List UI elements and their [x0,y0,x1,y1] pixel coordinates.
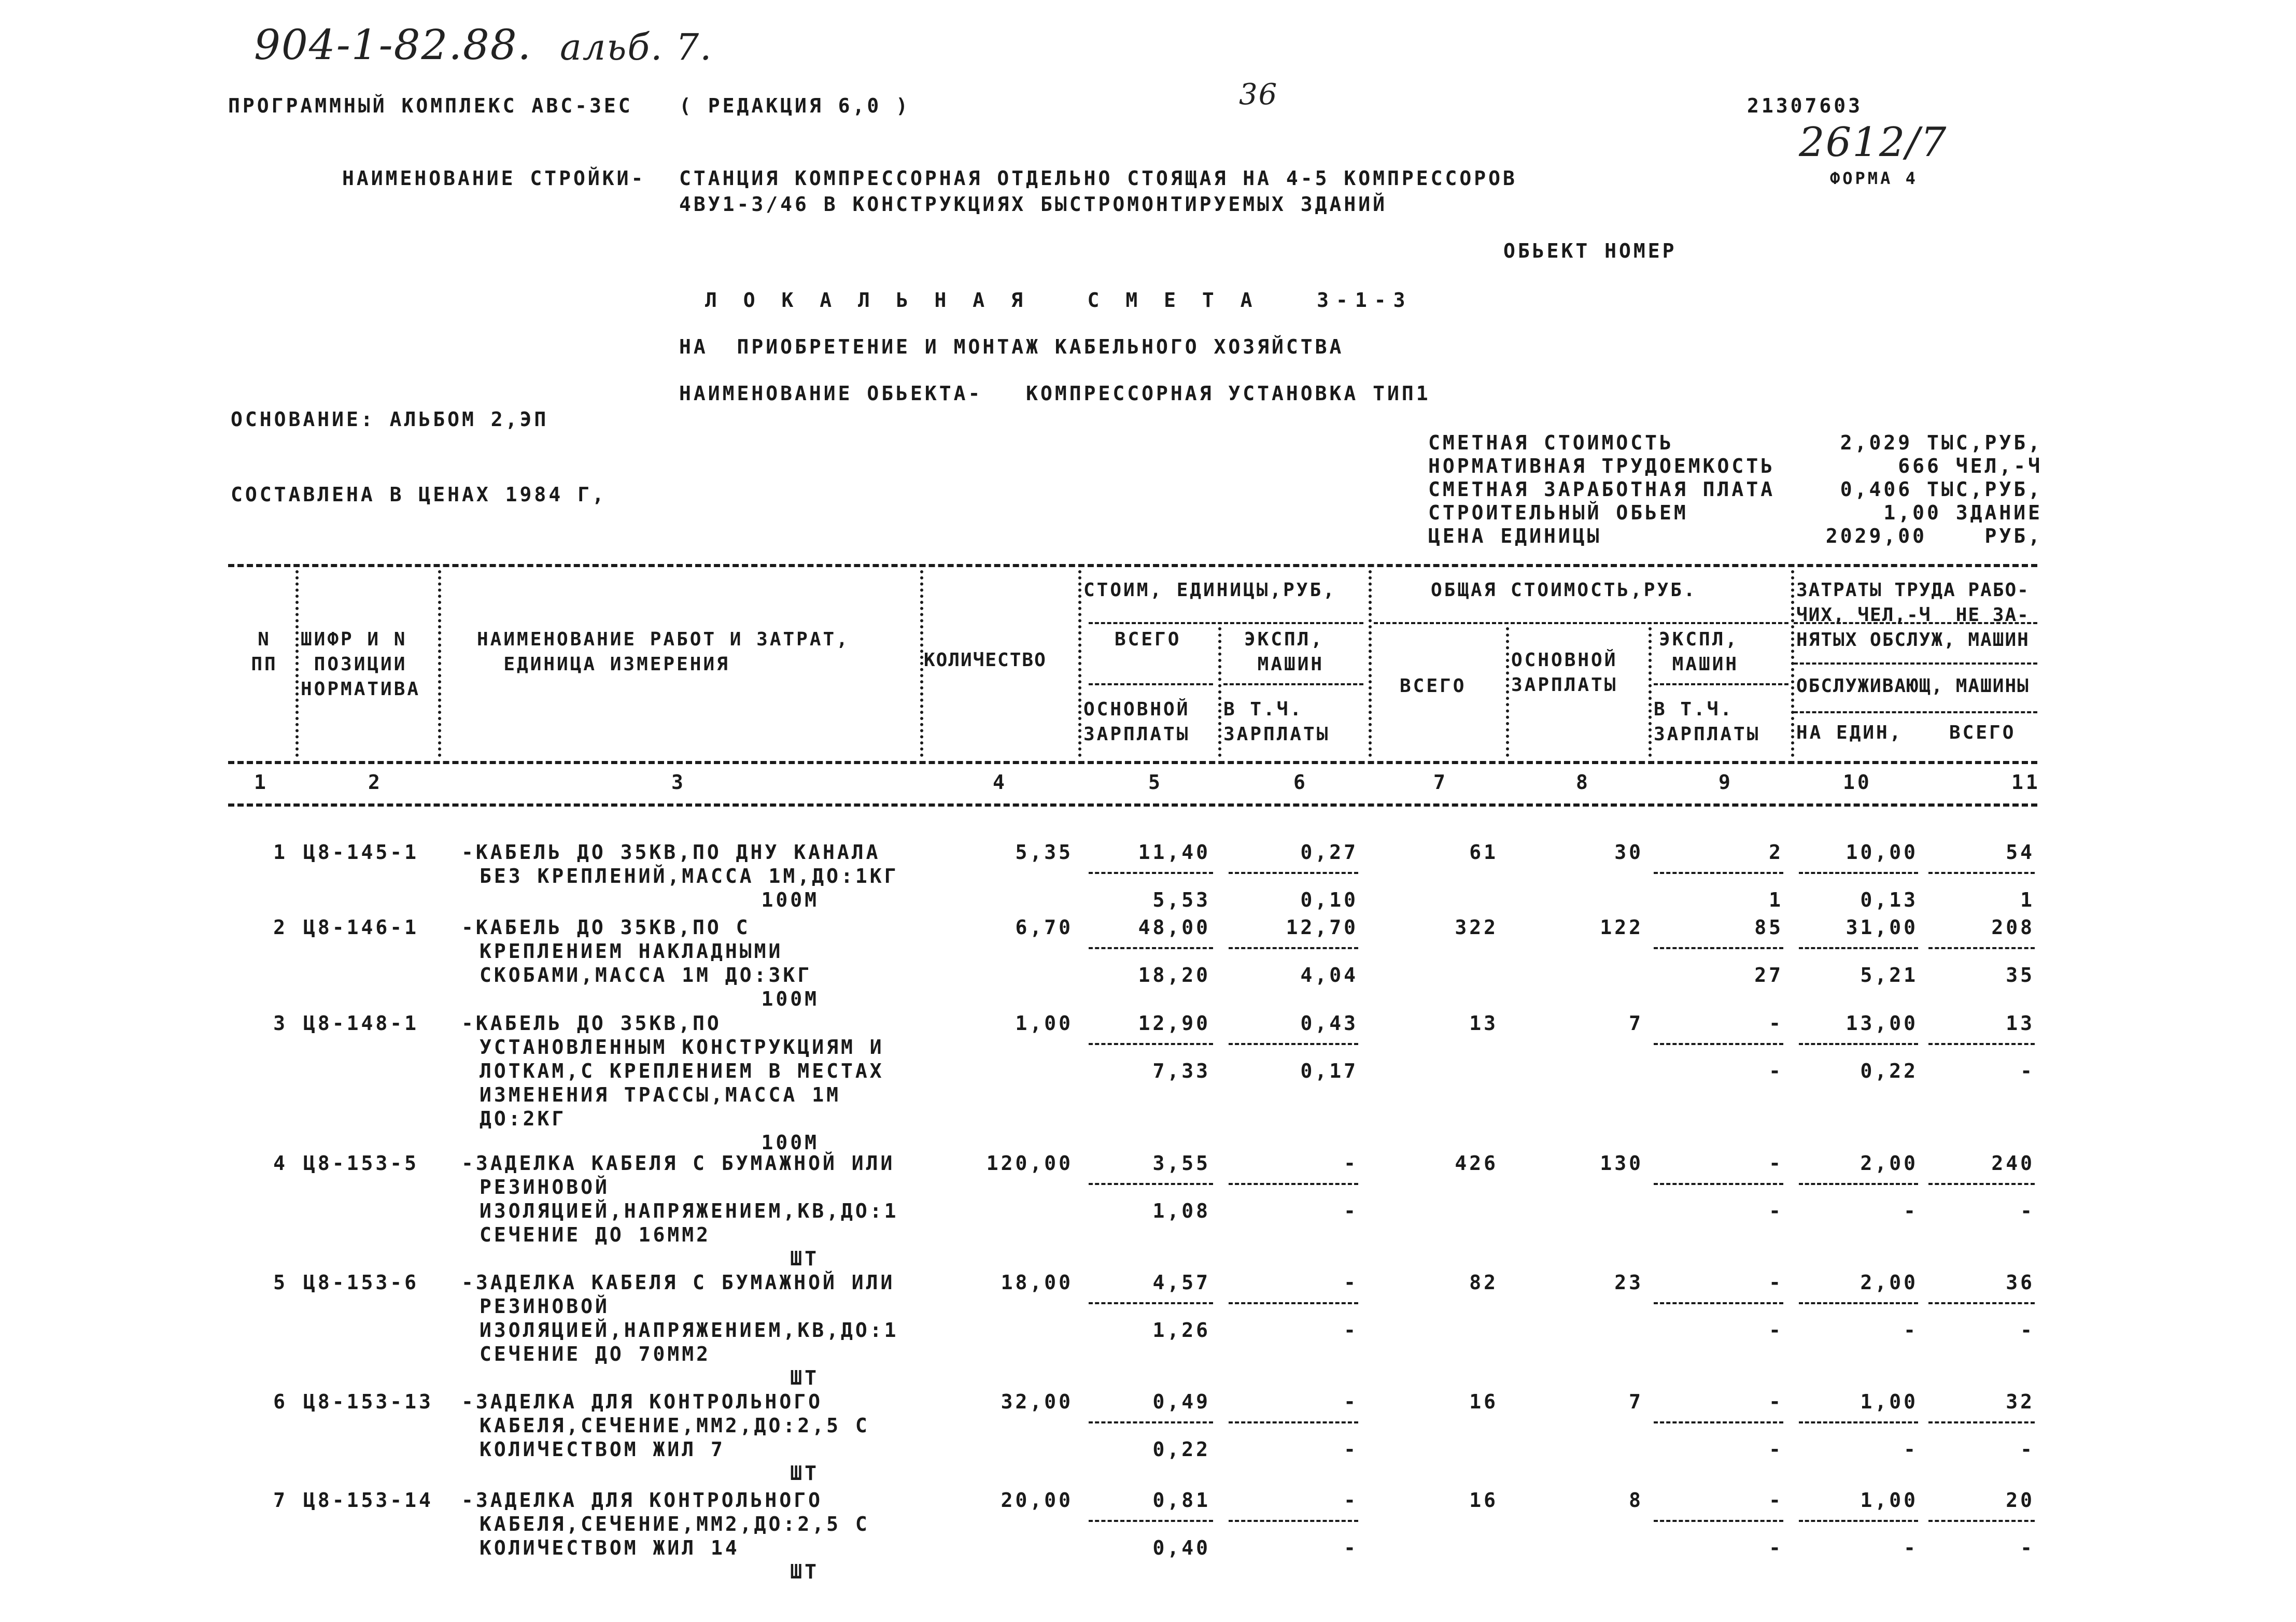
row-name-line: КРЕПЛЕНИЕМ НАКЛАДНЫМИ [480,940,783,963]
row-unit-wage: 1,26 [1152,1319,1210,1342]
cell-rule [1229,1421,1358,1423]
row-service-unit: - [1904,1438,1918,1461]
row-labor-unit: 1,00 [1860,1489,1918,1512]
col-header-code: ШИФР И N ПОЗИЦИИ НОРМАТИВА [301,629,421,700]
complex-name: ПРОГРАММНЫЙ КОМПЛЕКС АВС-3ЕС [228,94,633,117]
row-quantity: 120,00 [986,1152,1073,1175]
row-service-unit: - [1904,1200,1918,1222]
row-name-line: ДО:2КГ [480,1107,567,1130]
row-name-line: СЕЧЕНИЕ ДО 16ММ2 [480,1223,711,1246]
row-unit-incl: 4,04 [1300,964,1358,986]
row-number: 7 [273,1489,288,1512]
row-service-total: - [2020,1438,2035,1461]
row-name-line: КАБЕЛЯ,СЕЧЕНИЕ,ММ2,ДО:2,5 С [480,1513,870,1535]
row-unit-mach: 0,27 [1300,841,1358,864]
row-unit-wage: 1,08 [1152,1200,1210,1222]
table-rule-top [228,564,2037,567]
row-quantity: 32,00 [1001,1390,1073,1413]
row-name-line: -ЗАДЕЛКА ДЛЯ КОНТРОЛЬНОГО [461,1489,823,1512]
rule-labor-a [1794,662,2037,665]
cell-rule [1654,1520,1783,1522]
row-name-line: ИЗОЛЯЦИЕЙ,НАПРЯЖЕНИЕМ,КВ,ДО:1 [480,1319,899,1342]
row-unit-mach: - [1344,1271,1358,1294]
doc-number: 21307603 [1747,94,1863,117]
row-total-incl: - [1769,1319,1783,1342]
summary-value: 666 ЧЕЛ,-Ч [1898,455,2043,477]
row-unit: ШТ [790,1462,819,1485]
cell-rule [1928,872,2035,874]
rule-labor-b [1794,711,2037,713]
row-total: 82 [1469,1271,1498,1294]
col-header-unit-incl: В Т.Ч. ЗАРПЛАТЫ [1223,699,1330,745]
row-code: Ц8-153-5 [303,1152,419,1175]
cell-rule [1089,1183,1213,1185]
col-sep-7 [1506,627,1509,757]
row-number: 2 [273,916,288,939]
summary-label: СМЕТНАЯ СТОИМОСТЬ [1428,431,1674,454]
col-sep-5 [1218,627,1221,757]
row-number: 6 [273,1390,288,1413]
edition: ( РЕДАКЦИЯ 6,0 ) [679,94,911,117]
summary-label: СМЕТНАЯ ЗАРАБОТНАЯ ПЛАТА [1428,478,1776,501]
row-labor-total: 13 [2006,1012,2035,1035]
row-number: 4 [273,1152,288,1175]
cell-rule [1799,1421,1918,1423]
column-number: 8 [1576,771,1590,794]
col-header-unit-wage: ОСНОВНОЙ ЗАРПЛАТЫ [1083,699,1190,745]
col-header-unit-cost: СТОИМ, ЕДИНИЦЫ,РУБ, [1083,580,1336,601]
col-header-total-all: ВСЕГО [1400,675,1467,697]
row-service-total: - [2020,1319,2035,1342]
column-number: 9 [1719,771,1733,794]
col-header-unit-mach: ЭКСПЛ, МАШИН [1244,629,1325,675]
row-name-line: ИЗМЕНЕНИЯ ТРАССЫ,МАССА 1М [480,1083,841,1106]
row-code: Ц8-146-1 [303,916,419,939]
row-unit-wage: 0,22 [1152,1438,1210,1461]
document-title: Л О К А Л Ь Н А Я С М Е Т А 3-1-3 [705,289,1413,312]
column-number: 2 [368,771,383,794]
row-total-wage: 130 [1600,1152,1643,1175]
row-unit-total: 3,55 [1152,1152,1210,1175]
row-unit-mach: 0,43 [1300,1012,1358,1035]
row-total-wage: 7 [1629,1012,1643,1035]
summary-label: ЦЕНА ЕДИНИЦЫ [1428,525,1602,547]
rule-unit-mach [1223,683,1363,685]
basis: ОСНОВАНИЕ: АЛЬБОМ 2,ЭП [231,408,549,431]
handwritten-code: 904-1-82.88. [254,21,532,69]
cell-rule [1229,1043,1358,1045]
row-total: 16 [1469,1489,1498,1512]
row-name-line: РЕЗИНОВОЙ [480,1176,610,1198]
row-unit-incl: - [1344,1438,1358,1461]
cell-rule [1229,1520,1358,1522]
row-total-wage: 7 [1629,1390,1643,1413]
row-labor-total: 54 [2006,841,2035,864]
col-sep-1 [295,570,299,757]
handwritten-sheet: 2612/7 [1799,119,1948,166]
object-number: ОБЬЕКТ НОМЕР [1503,239,1677,262]
row-unit: ШТ [790,1247,819,1270]
cell-rule [1654,872,1783,874]
row-total-wage: 8 [1629,1489,1643,1512]
cell-rule [1928,947,2035,949]
col-header-unit-total: ВСЕГО [1115,629,1181,650]
row-unit-wage: 18,20 [1138,964,1210,986]
row-total-mach: - [1769,1012,1783,1035]
cell-rule [1654,1421,1783,1423]
row-name-line: -ЗАДЕЛКА КАБЕЛЯ С БУМАЖНОЙ ИЛИ [461,1152,895,1175]
row-quantity: 1,00 [1015,1012,1073,1035]
row-unit: 100М [761,888,819,911]
row-unit-mach: - [1344,1152,1358,1175]
row-name-line: КАБЕЛЯ,СЕЧЕНИЕ,ММ2,ДО:2,5 С [480,1414,870,1437]
col-sep-8 [1649,627,1652,757]
cell-rule [1229,1183,1358,1185]
object-name: НАИМЕНОВАНИЕ ОБЬЕКТА- КОМПРЕССОРНАЯ УСТАНОВКА ТИП1 [679,382,1431,405]
row-labor-total: 240 [1991,1152,2035,1175]
row-total-mach: - [1769,1489,1783,1512]
prices-year: СОСТАВЛЕНА В ЦЕНАХ 1984 Г, [231,483,607,506]
row-name-line: КОЛИЧЕСТВОМ ЖИЛ 7 [480,1438,725,1461]
cell-rule [1799,872,1918,874]
row-total-mach: 2 [1769,841,1783,864]
rule-unit-cost [1089,622,1363,624]
summary-value: 2029,00 РУБ, [1825,525,2043,547]
row-quantity: 18,00 [1001,1271,1073,1294]
row-total: 322 [1455,916,1498,939]
row-service-unit: 0,22 [1860,1060,1918,1082]
cell-rule [1928,1520,2035,1522]
col-header-total-cost: ОБЩАЯ СТОИМОСТЬ,РУБ. [1431,580,1697,601]
site-label: НАИМЕНОВАНИЕ СТРОЙКИ- [342,167,646,190]
summary-label: СТРОИТЕЛЬНЫЙ ОБЬЕМ [1428,501,1688,524]
row-total-incl: 27 [1754,964,1783,986]
row-name-line: -ЗАДЕЛКА КАБЕЛЯ С БУМАЖНОЙ ИЛИ [461,1271,895,1294]
summary-label: НОРМАТИВНАЯ ТРУДОЕМКОСТЬ [1428,455,1776,477]
column-number: 10 [1843,771,1872,794]
row-labor-unit: 2,00 [1860,1152,1918,1175]
row-unit-mach: 12,70 [1286,916,1358,939]
row-unit-total: 11,40 [1138,841,1210,864]
rule-total-cost [1374,622,1788,624]
row-unit-mach: - [1344,1489,1358,1512]
row-code: Ц8-153-6 [303,1271,419,1294]
row-name-line: ЛОТКАМ,С КРЕПЛЕНИЕМ В МЕСТАХ [480,1060,884,1082]
column-number: 11 [2011,771,2040,794]
form-label: ФОРМА 4 [1830,168,1918,188]
row-service-unit: 0,13 [1860,888,1918,911]
col-sep-3 [920,570,923,757]
row-total-mach: 85 [1754,916,1783,939]
row-service-total: 1 [2020,888,2035,911]
column-number: 7 [1433,771,1448,794]
column-number: 3 [671,771,686,794]
row-total-mach: - [1769,1271,1783,1294]
row-quantity: 6,70 [1015,916,1073,939]
row-service-unit: - [1904,1536,1918,1559]
site-line-1: СТАНЦИЯ КОМПРЕССОРНАЯ ОТДЕЛЬНО СТОЯЩАЯ НА 4-5 КОМПРЕССОРОВ [679,167,1517,190]
col-header-total-incl: В Т.Ч. ЗАРПЛАТЫ [1654,699,1760,745]
cell-rule [1799,1043,1918,1045]
column-number: 4 [993,771,1007,794]
row-labor-total: 32 [2006,1390,2035,1413]
cell-rule [1089,872,1213,874]
column-number: 5 [1148,771,1163,794]
col-sep-4 [1078,570,1081,757]
row-unit-incl: - [1344,1536,1358,1559]
row-unit-total: 4,57 [1152,1271,1210,1294]
col-header-labor-total: ВСЕГО [1949,722,2016,743]
row-name-line: -КАБЕЛЬ ДО 35КВ,ПО [461,1012,722,1035]
cell-rule [1089,1043,1213,1045]
summary-value: 0,406 ТЫС,РУБ, [1840,478,2043,501]
row-total-incl: 1 [1769,888,1783,911]
cell-rule [1799,1520,1918,1522]
row-service-total: - [2020,1200,2035,1222]
col-header-n: N ПП [251,629,278,675]
row-name-line: КОЛИЧЕСТВОМ ЖИЛ 14 [480,1536,740,1559]
table-rule-header-bottom [228,761,2037,764]
cell-rule [1089,1421,1213,1423]
row-service-total: - [2020,1060,2035,1082]
row-service-unit: 5,21 [1860,964,1918,986]
row-name-line: РЕЗИНОВОЙ [480,1295,610,1318]
table-rule-numbers-bottom [228,803,2037,807]
document-subtitle: НА ПРИОБРЕТЕНИЕ И МОНТАЖ КАБЕЛЬНОГО ХОЗЯЙСТВА [679,335,1344,358]
row-total-wage: 122 [1600,916,1643,939]
col-header-labor: ЗАТРАТЫ ТРУДА РАБО- ЧИХ, ЧЕЛ,-Ч НЕ ЗА- НЯТЫХ ОБСЛУЖ, МАШИН [1796,580,2030,651]
row-quantity: 5,35 [1015,841,1073,864]
row-name-line: -КАБЕЛЬ ДО 35КВ,ПО ДНУ КАНАЛА [461,841,881,864]
row-unit-mach: - [1344,1390,1358,1413]
row-labor-total: 20 [2006,1489,2035,1512]
cell-rule [1654,1043,1783,1045]
cell-rule [1799,1302,1918,1304]
cell-rule [1928,1421,2035,1423]
row-unit: ШТ [790,1366,819,1389]
row-unit: 100М [761,988,819,1010]
row-name-line: БЕЗ КРЕПЛЕНИЙ,МАССА 1М,ДО:1КГ [480,865,899,887]
cell-rule [1928,1043,2035,1045]
row-name-line: -ЗАДЕЛКА ДЛЯ КОНТРОЛЬНОГО [461,1390,823,1413]
row-code: Ц8-153-14 [303,1489,433,1512]
cell-rule [1654,947,1783,949]
row-unit-incl: 0,10 [1300,888,1358,911]
row-code: Ц8-148-1 [303,1012,419,1035]
row-labor-unit: 31,00 [1846,916,1918,939]
cell-rule [1799,1183,1918,1185]
row-total-incl: - [1769,1438,1783,1461]
row-service-unit: - [1904,1319,1918,1342]
cell-rule [1089,947,1213,949]
row-total-wage: 30 [1614,841,1643,864]
row-service-total: 35 [2006,964,2035,986]
row-unit-total: 12,90 [1138,1012,1210,1035]
row-total-incl: - [1769,1536,1783,1559]
row-name-line: ИЗОЛЯЦИЕЙ,НАПРЯЖЕНИЕМ,КВ,ДО:1 [480,1200,899,1222]
row-unit-incl: - [1344,1200,1358,1222]
row-number: 1 [273,841,288,864]
row-name-line: СЕЧЕНИЕ ДО 70ММ2 [480,1343,711,1365]
row-name-line: СКОБАМИ,МАССА 1М ДО:3КГ [480,964,812,986]
row-total-mach: - [1769,1390,1783,1413]
cell-rule [1229,1302,1358,1304]
row-number: 5 [273,1271,288,1294]
row-labor-total: 208 [1991,916,2035,939]
row-unit: ШТ [790,1560,819,1583]
row-quantity: 20,00 [1001,1489,1073,1512]
row-service-total: - [2020,1536,2035,1559]
cell-rule [1654,1183,1783,1185]
row-total-incl: - [1769,1060,1783,1082]
row-total: 13 [1469,1012,1498,1035]
row-labor-unit: 10,00 [1846,841,1918,864]
row-unit-incl: - [1344,1319,1358,1342]
cell-rule [1654,1302,1783,1304]
handwritten-page: 36 [1239,78,1278,111]
cell-rule [1229,947,1358,949]
cell-rule [1229,872,1358,874]
row-code: Ц8-153-13 [303,1390,433,1413]
row-unit-wage: 0,40 [1152,1536,1210,1559]
row-code: Ц8-145-1 [303,841,419,864]
row-unit-wage: 5,53 [1152,888,1210,911]
row-labor-unit: 13,00 [1846,1012,1918,1035]
row-total-incl: - [1769,1200,1783,1222]
col-sep-6 [1369,570,1372,757]
row-total: 61 [1469,841,1498,864]
row-unit-total: 0,81 [1152,1489,1210,1512]
row-total-wage: 23 [1614,1271,1643,1294]
col-header-qty: КОЛИЧЕСТВО [924,650,1047,671]
row-unit-incl: 0,17 [1300,1060,1358,1082]
site-line-2: 4ВУ1-3/46 В КОНСТРУКЦИЯХ БЫСТРОМОНТИРУЕМЫХ ЗДАНИЙ [679,193,1388,216]
cell-rule [1089,1302,1213,1304]
col-sep-9 [1791,570,1794,757]
row-unit-total: 48,00 [1138,916,1210,939]
row-unit: 100М [761,1131,819,1154]
cell-rule [1089,1520,1213,1522]
column-number: 6 [1293,771,1308,794]
cell-rule [1928,1302,2035,1304]
handwritten-album: альб. 7. [560,26,713,68]
row-total-mach: - [1769,1152,1783,1175]
row-labor-unit: 1,00 [1860,1390,1918,1413]
row-total: 426 [1455,1152,1498,1175]
row-name-line: -КАБЕЛЬ ДО 35КВ,ПО С [461,916,751,939]
row-unit-wage: 7,33 [1152,1060,1210,1082]
cell-rule [1928,1183,2035,1185]
summary-value: 2,029 ТЫС,РУБ, [1840,431,2043,454]
col-sep-2 [438,570,441,757]
row-labor-total: 36 [2006,1271,2035,1294]
col-header-name: НАИМЕНОВАНИЕ РАБОТ И ЗАТРАТ, ЕДИНИЦА ИЗМЕРЕНИЯ [477,629,850,675]
rule-total-mach [1654,683,1788,685]
cell-rule [1799,947,1918,949]
col-header-labor-service: ОБСЛУЖИВАЮЩ, МАШИНЫ [1796,675,2030,697]
row-name-line: УСТАНОВЛЕННЫМ КОНСТРУКЦИЯМ И [480,1036,884,1059]
row-labor-unit: 2,00 [1860,1271,1918,1294]
row-total: 16 [1469,1390,1498,1413]
row-unit-total: 0,49 [1152,1390,1210,1413]
col-header-labor-unit: НА ЕДИН, [1796,722,1903,743]
row-number: 3 [273,1012,288,1035]
col-header-total-mach: ЭКСПЛ, МАШИН [1659,629,1739,675]
summary-value: 1,00 ЗДАНИЕ [1883,501,2043,524]
column-number: 1 [254,771,269,794]
rule-unit-total [1089,683,1213,685]
col-header-total-wage: ОСНОВНОЙ ЗАРПЛАТЫ [1511,650,1618,696]
